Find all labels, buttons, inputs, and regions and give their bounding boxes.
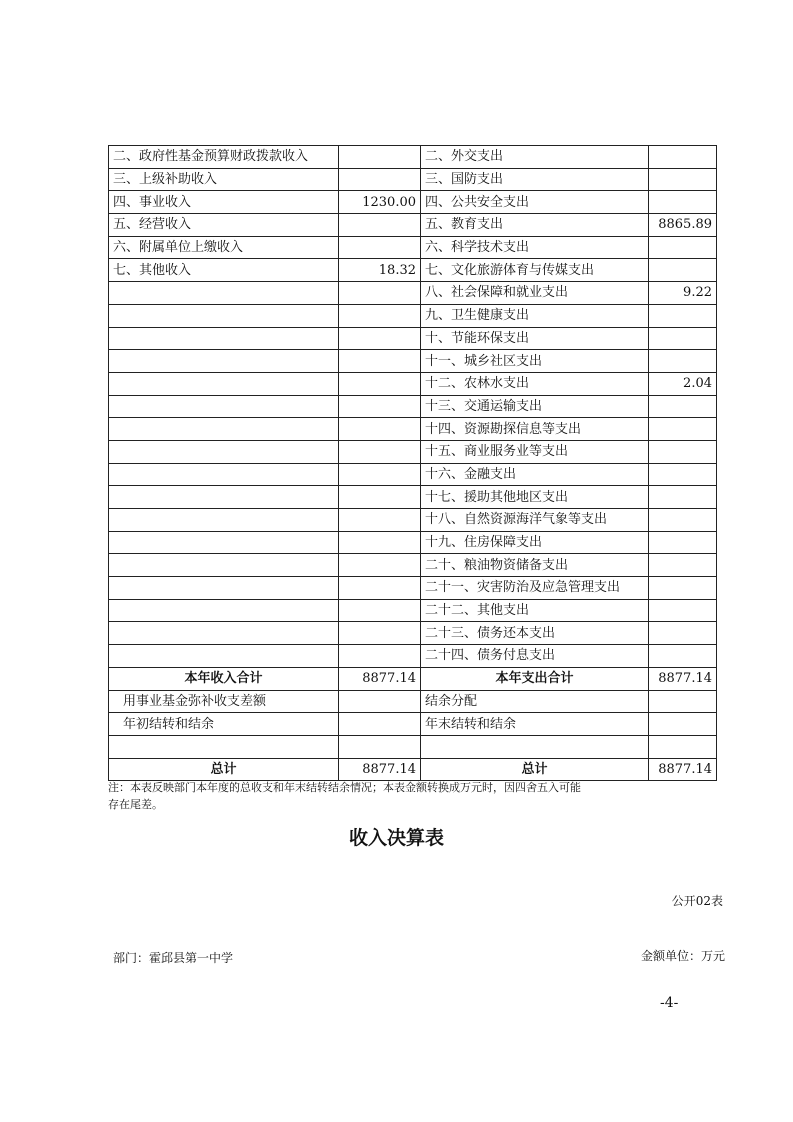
expense-amount-cell — [649, 735, 717, 758]
expense-item-cell: 十八、自然资源海洋气象等支出 — [421, 509, 649, 532]
table-row — [109, 146, 717, 169]
income-item-cell: 用事业基金弥补收支差额 — [109, 690, 339, 713]
expense-amount-cell: 8877.14 — [649, 667, 717, 690]
income-item-cell — [109, 509, 339, 532]
expense-item-cell — [421, 735, 649, 758]
income-item-cell — [109, 463, 339, 486]
expense-amount-cell — [649, 690, 717, 713]
expense-amount-cell — [649, 713, 717, 736]
expense-item-cell: 二十一、灾害防治及应急管理支出 — [421, 577, 649, 600]
expense-item-cell: 十七、援助其他地区支出 — [421, 486, 649, 509]
expense-item-cell: 十九、住房保障支出 — [421, 531, 649, 554]
income-amount-cell — [339, 350, 421, 373]
income-amount-cell — [339, 645, 421, 668]
table-row — [109, 440, 717, 463]
income-amount-cell: 1230.00 — [339, 191, 421, 214]
income-amount-cell — [339, 304, 421, 327]
income-amount-cell — [339, 168, 421, 191]
table-row — [109, 531, 717, 554]
income-amount-cell — [339, 372, 421, 395]
expense-item-cell: 六、科学技术支出 — [421, 236, 649, 259]
expense-item-cell: 十一、城乡社区支出 — [421, 350, 649, 373]
table-row — [109, 463, 717, 486]
income-amount-cell — [339, 509, 421, 532]
expense-item-cell: 二十二、其他支出 — [421, 599, 649, 622]
expense-item-cell: 结余分配 — [421, 690, 649, 713]
expense-item-cell: 四、公共安全支出 — [421, 191, 649, 214]
table-row — [109, 168, 717, 191]
income-item-cell — [109, 350, 339, 373]
income-amount-cell — [339, 327, 421, 350]
expense-amount-cell — [649, 304, 717, 327]
expense-amount-cell — [649, 191, 717, 214]
income-item-cell — [109, 372, 339, 395]
income-item-cell: 七、其他收入 — [109, 259, 339, 282]
expense-amount-cell: 9.22 — [649, 282, 717, 305]
income-amount-cell: 8877.14 — [339, 667, 421, 690]
department-label: 部门：霍邱县第一中学 — [113, 951, 234, 965]
income-amount-cell — [339, 463, 421, 486]
expense-item-cell: 十二、农林水支出 — [421, 372, 649, 395]
table-row — [109, 554, 717, 577]
income-item-cell — [109, 735, 339, 758]
expense-amount-cell — [649, 599, 717, 622]
expense-amount-cell — [649, 531, 717, 554]
financial-table — [108, 145, 717, 781]
table-row — [109, 372, 717, 395]
expense-item-cell: 十四、资源勘探信息等支出 — [421, 418, 649, 441]
expense-amount-cell — [649, 327, 717, 350]
income-amount-cell — [339, 486, 421, 509]
expense-item-cell: 十、节能环保支出 — [421, 327, 649, 350]
table-row — [109, 418, 717, 441]
income-amount-cell — [339, 146, 421, 169]
expense-amount-cell — [649, 486, 717, 509]
income-item-cell: 本年收入合计 — [109, 667, 339, 690]
table-row — [109, 645, 717, 668]
expense-item-cell: 十三、交通运输支出 — [421, 395, 649, 418]
income-item-cell — [109, 622, 339, 645]
expense-item-cell: 十五、商业服务业等支出 — [421, 440, 649, 463]
income-item-cell — [109, 440, 339, 463]
expense-amount-cell — [649, 622, 717, 645]
income-item-cell: 六、附属单位上缴收入 — [109, 236, 339, 259]
table-note — [108, 779, 718, 813]
expense-item-cell: 七、文化旅游体育与传媒支出 — [421, 259, 649, 282]
table-row — [109, 214, 717, 237]
income-amount-cell — [339, 690, 421, 713]
table-row — [109, 622, 717, 645]
total-row — [109, 758, 717, 781]
income-item-cell — [109, 554, 339, 577]
expense-amount-cell — [649, 418, 717, 441]
table-row — [109, 690, 717, 713]
income-item-cell — [109, 599, 339, 622]
income-amount-cell — [339, 735, 421, 758]
expense-amount-cell: 8877.14 — [649, 758, 717, 781]
expense-amount-cell — [649, 350, 717, 373]
income-amount-cell: 8877.14 — [339, 758, 421, 781]
expense-amount-cell — [649, 645, 717, 668]
expense-amount-cell — [649, 259, 717, 282]
expense-amount-cell — [649, 509, 717, 532]
expense-item-cell: 五、教育支出 — [421, 214, 649, 237]
table-row — [109, 236, 717, 259]
expense-item-cell: 十六、金融支出 — [421, 463, 649, 486]
income-item-cell — [109, 486, 339, 509]
page-number: -4- — [660, 995, 679, 1011]
expense-item-cell: 总计 — [421, 758, 649, 781]
table-row — [109, 577, 717, 600]
form-code: 公开02表 — [671, 894, 723, 908]
income-amount-cell — [339, 236, 421, 259]
table-row — [109, 327, 717, 350]
expense-amount-cell — [649, 577, 717, 600]
subtotal-row — [109, 667, 717, 690]
income-item-cell: 二、政府性基金预算财政拨款收入 — [109, 146, 339, 169]
income-item-cell: 总计 — [109, 758, 339, 781]
expense-item-cell: 八、社会保障和就业支出 — [421, 282, 649, 305]
expense-amount-cell — [649, 440, 717, 463]
table-row — [109, 350, 717, 373]
expense-amount-cell — [649, 236, 717, 259]
table-row — [109, 713, 717, 736]
income-amount-cell: 18.32 — [339, 259, 421, 282]
page-title: 收入决算表 — [348, 827, 444, 849]
income-amount-cell — [339, 554, 421, 577]
income-item-cell: 五、经营收入 — [109, 214, 339, 237]
income-item-cell — [109, 645, 339, 668]
income-item-cell: 四、事业收入 — [109, 191, 339, 214]
expense-item-cell: 本年支出合计 — [421, 667, 649, 690]
expense-item-cell: 二十、粮油物资储备支出 — [421, 554, 649, 577]
income-amount-cell — [339, 282, 421, 305]
table-row — [109, 304, 717, 327]
income-amount-cell — [339, 418, 421, 441]
expense-item-cell: 年末结转和结余 — [421, 713, 649, 736]
income-item-cell: 年初结转和结余 — [109, 713, 339, 736]
income-amount-cell — [339, 440, 421, 463]
table-row — [109, 259, 717, 282]
expense-amount-cell: 8865.89 — [649, 214, 717, 237]
income-item-cell — [109, 395, 339, 418]
income-item-cell: 三、上级补助收入 — [109, 168, 339, 191]
expense-amount-cell — [649, 395, 717, 418]
income-amount-cell — [339, 599, 421, 622]
expense-amount-cell — [649, 146, 717, 169]
table-row — [109, 509, 717, 532]
table-row — [109, 735, 717, 758]
income-amount-cell — [339, 622, 421, 645]
expense-amount-cell — [649, 554, 717, 577]
income-item-cell — [109, 418, 339, 441]
table-row — [109, 395, 717, 418]
table-row — [109, 599, 717, 622]
table-row — [109, 282, 717, 305]
expense-item-cell: 三、国防支出 — [421, 168, 649, 191]
income-amount-cell — [339, 531, 421, 554]
table-body — [109, 146, 717, 781]
amount-unit-label: 金额单位：万元 — [640, 949, 725, 963]
income-item-cell — [109, 531, 339, 554]
expense-item-cell: 二十三、债务还本支出 — [421, 622, 649, 645]
expense-amount-cell — [649, 168, 717, 191]
income-amount-cell — [339, 214, 421, 237]
table-row — [109, 486, 717, 509]
income-amount-cell — [339, 577, 421, 600]
income-amount-cell — [339, 395, 421, 418]
expense-amount-cell: 2.04 — [649, 372, 717, 395]
note-line-2: 存在尾差。 — [108, 798, 163, 811]
note-line-1: 注：本表反映部门本年度的总收支和年末结转结余情况；本表金额转换成万元时，因四舍五入可能 — [108, 781, 581, 794]
table-row — [109, 191, 717, 214]
income-item-cell — [109, 577, 339, 600]
income-item-cell — [109, 327, 339, 350]
income-amount-cell — [339, 713, 421, 736]
expense-item-cell: 二、外交支出 — [421, 146, 649, 169]
income-item-cell — [109, 282, 339, 305]
income-item-cell — [109, 304, 339, 327]
expense-amount-cell — [649, 463, 717, 486]
expense-item-cell: 九、卫生健康支出 — [421, 304, 649, 327]
expense-item-cell: 二十四、债务付息支出 — [421, 645, 649, 668]
